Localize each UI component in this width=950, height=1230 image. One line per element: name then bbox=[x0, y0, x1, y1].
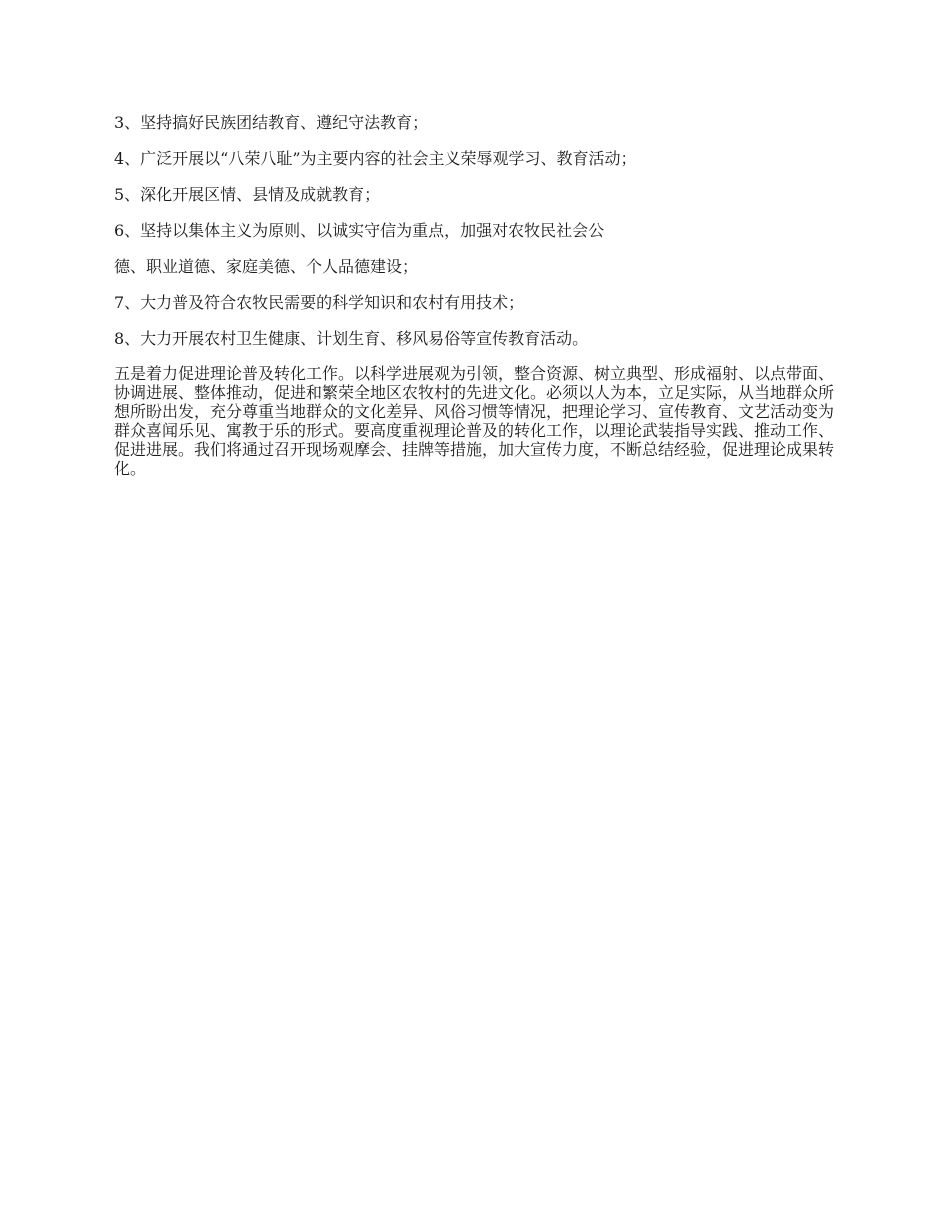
body-paragraph: 五是着力促进理论普及转化工作。以科学进展观为引领，整合资源、树立典型、形成福射、以点带面、协调进展、整体推动，促进和繁荣全地区农牧村的先进文化。必须以人为本，立足实际，从当地群众所想所盼出发，充分尊重当地群众的文化差异、风俗习惯等情况，把理论学习、宣传教育、文艺活动变为群众喜闻乐见、寓教于乐的形式。要高度重视理论普及的转化工作，以理论武装指导实践、推动工作、促进进展。我们将通过召开现场观摩会、挂牌等措施，加大宣传力度，不断总结经验，促进理论成果转化。 bbox=[114, 364, 835, 478]
document-body bbox=[114, 112, 834, 478]
list-item-7: 7、大力普及符合农牧民需要的科学知识和农村有用技术； bbox=[114, 293, 525, 312]
list-item-6: 6、坚持以集体主义为原则、以诚实守信为重点，加强对农牧民社会公 bbox=[114, 221, 605, 240]
list-item-3: 3、坚持搞好民族团结教育、遵纪守法教育； bbox=[114, 113, 429, 132]
list-item-5: 5、深化开展区情、县情及成就教育； bbox=[114, 185, 381, 204]
list-item-4: 4、广泛开展以“八荣八耻”为主要内容的社会主义荣辱观学习、教育活动； bbox=[114, 149, 637, 168]
list-item-6-continued: 德、职业道德、家庭美德、个人品德建设； bbox=[114, 257, 419, 276]
list-item-8: 8、大力开展农村卫生健康、计划生育、移风易俗等宣传教育活动。 bbox=[114, 329, 589, 348]
